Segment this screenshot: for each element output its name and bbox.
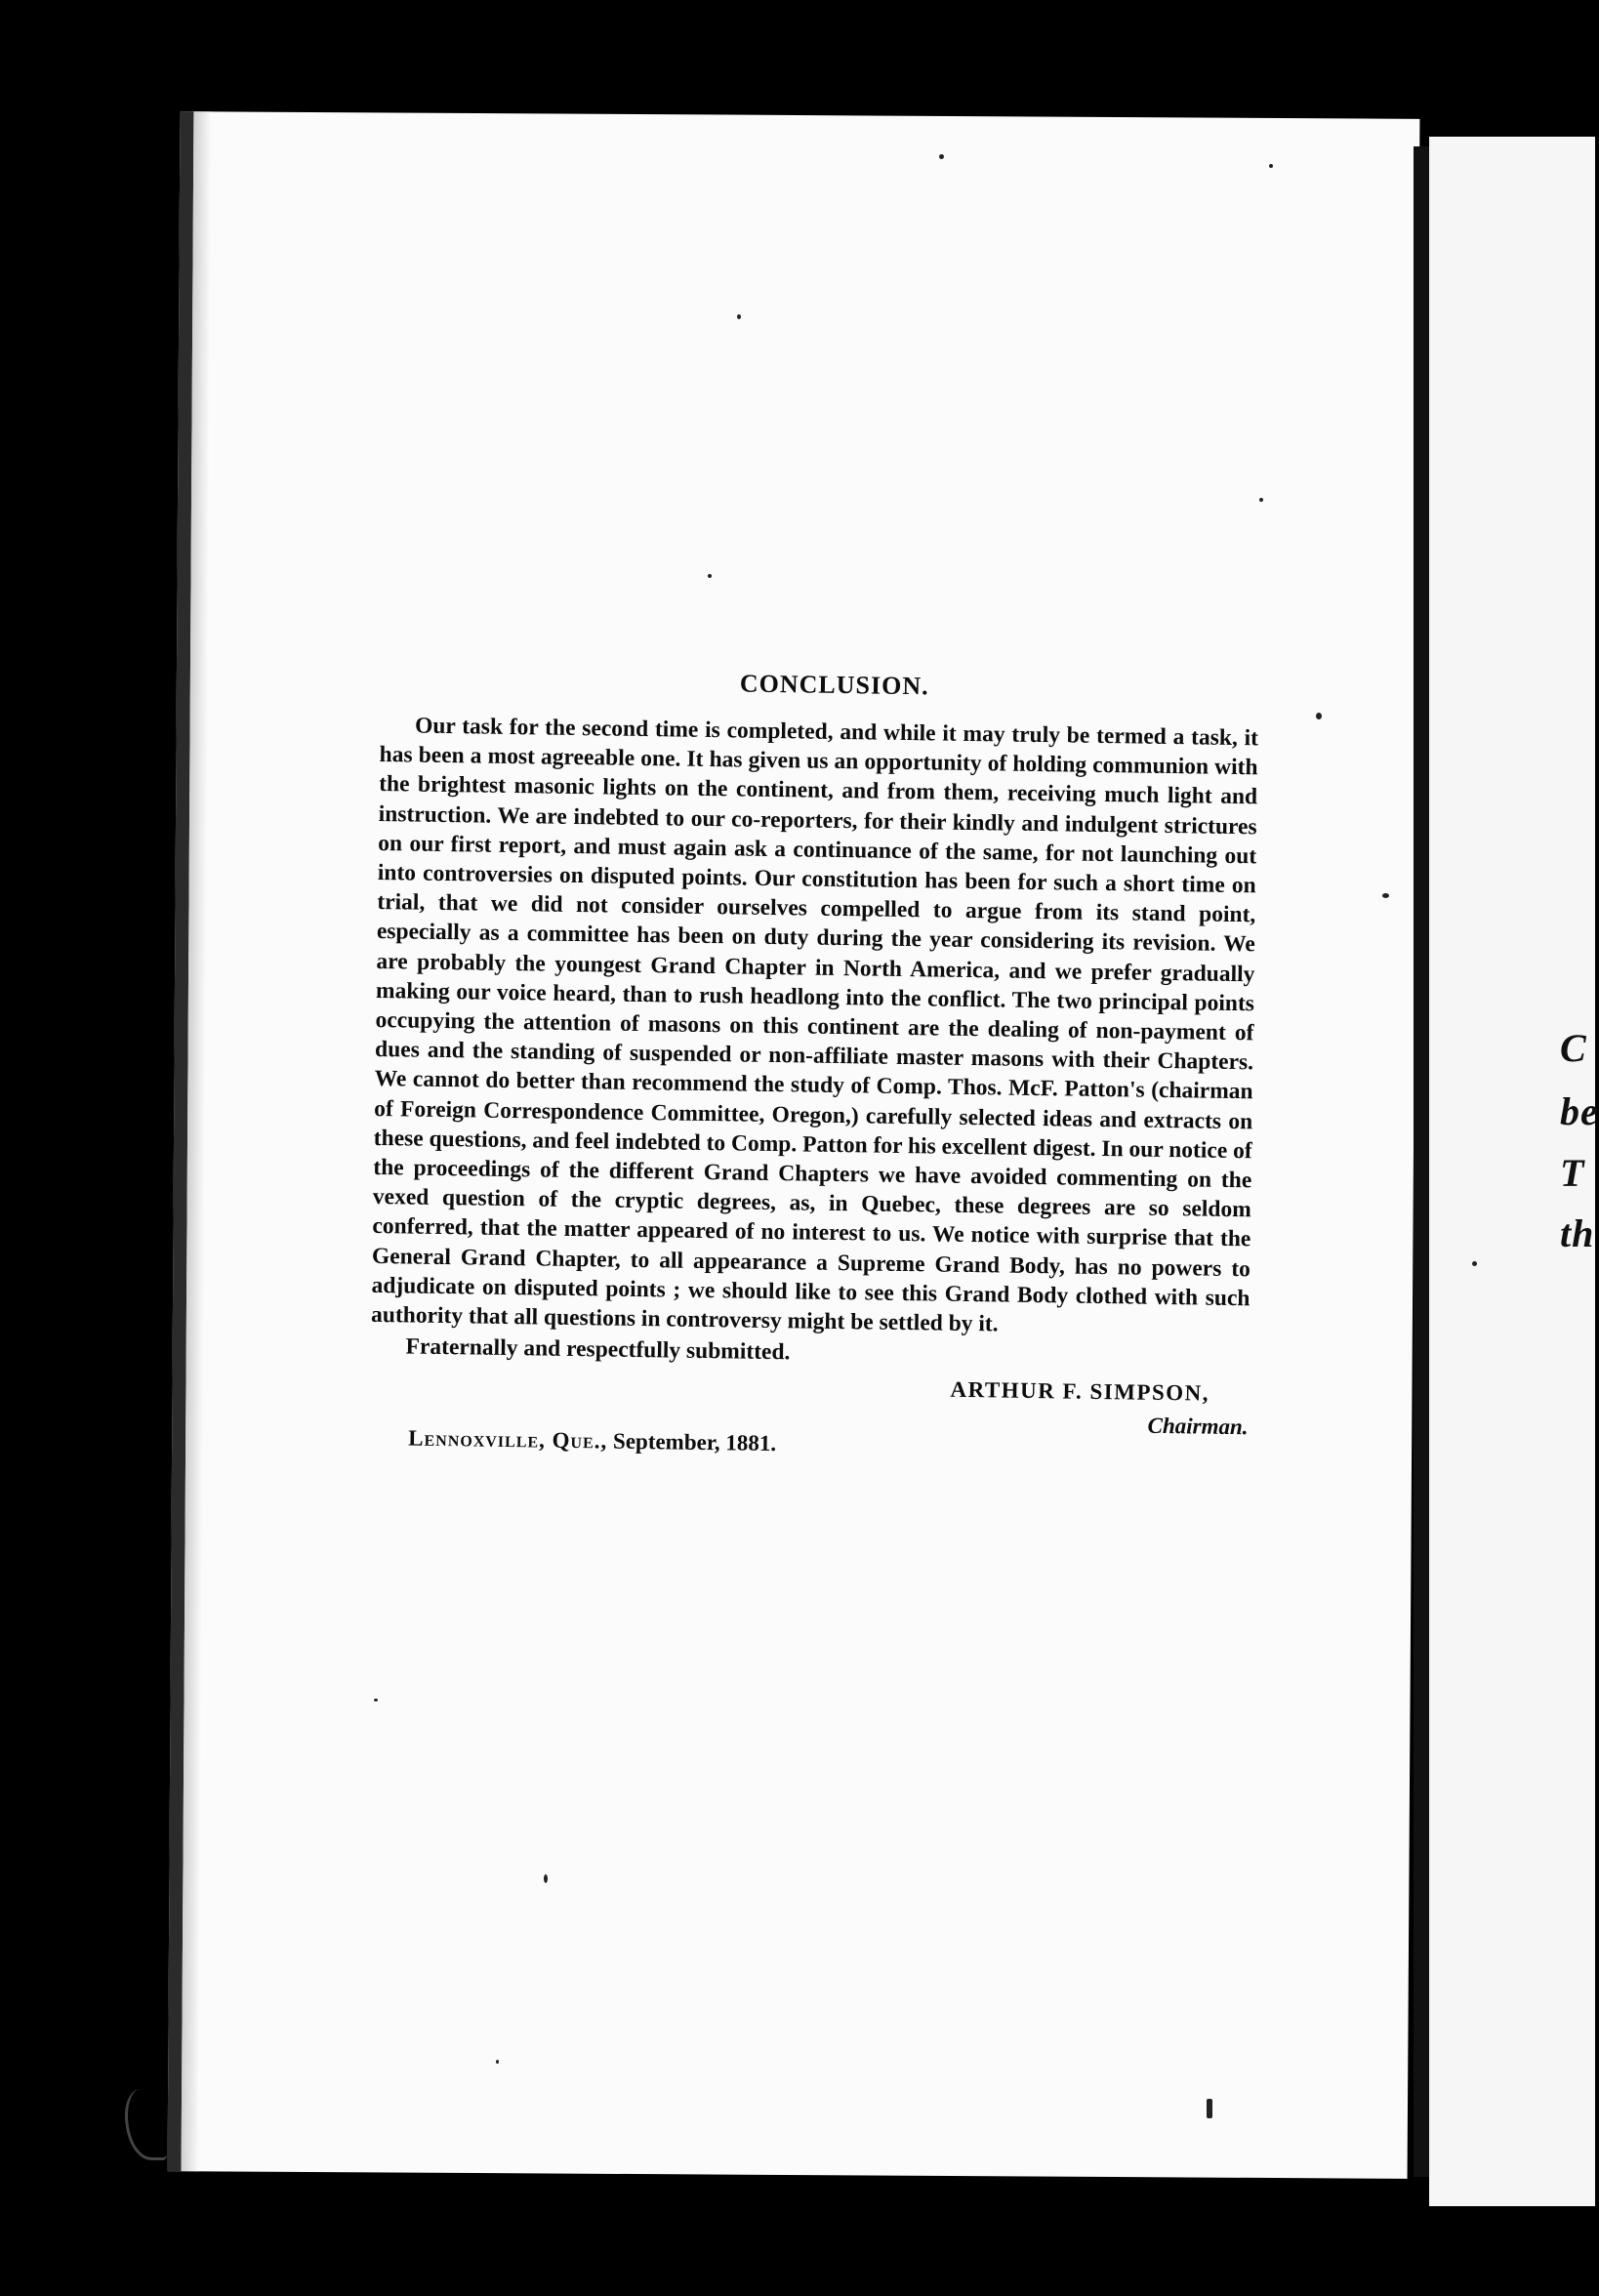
signer-name: ARTHUR F. SIMPSON,: [950, 1377, 1210, 1406]
signature-block: [369, 1369, 1250, 1489]
facing-page-fragment: be: [1560, 1089, 1599, 1133]
scan-speck: [737, 314, 741, 319]
scan-speck: [1259, 498, 1263, 502]
place: Lennoxville, Que.,: [408, 1425, 608, 1454]
scan-speck: [1316, 713, 1322, 719]
scan-speck: [496, 2060, 499, 2064]
date: September, 1881.: [612, 1428, 777, 1456]
scan-speck: [544, 1874, 548, 1883]
document-content: [369, 664, 1259, 1490]
section-heading: CONCLUSION.: [739, 669, 929, 701]
facing-page-fragment: T: [1560, 1151, 1585, 1195]
scan-speck: [1382, 893, 1389, 898]
body-paragraph: Our task for the second time is completed, and while it may truly be termed a task, it has been a most agreeable one. It has given us an opportunity of holding communion with the brightest masonic lights on the continent, and from them, receiving much light and instruction. We are indebted to our co-reporters, for their kindly and indulgent strictures on our first report, and must again ask a continuance of the same, for not launching out into controversies on disputed points. Our constitution has been for such a short time on trial, that we did not consider ourselves compelled to argue from its stand point, especially as a committee has been on duty during the year considering its revision. We are probably the youngest Grand Chapter in North America, and we prefer gradually making our voice heard, than to rush headlong into the conflict. The two principal points occupying the attention of masons on this continent are the dealing of non-payment of dues and the standing of suspended or non-affiliate master masons with their Chapters. We cannot do better than recommend the study of Comp. Thos. McF. Patton's (chairman of Foreign Correspondence Committee, Oregon,) carefully selected ideas and extracts on these questions, and feel indebted to Comp. Patton for his excellent digest. In our notice of the proceedings of the different Grand Chapters we have avoided commenting on the vexed question of the cryptic degrees, as, in Quebec, these degrees are so seldom conferred, that the matter appeared of no interest to us. We notice with surprise that the General Grand Chapter, to all appearance a Supreme Grand Body, has no powers to adjudicate on disputed points ; we should like to see this Grand Body clothed with such authority that all questions in controversy might be settled by it.: [370, 713, 1259, 1337]
scan-speck: [1207, 2099, 1212, 2118]
facing-page-fragment: C: [1560, 1026, 1587, 1070]
scan-speck: [374, 1699, 378, 1702]
place-date: [408, 1426, 776, 1457]
page-binding-shadow: [182, 111, 212, 2171]
facing-page-fragment: th: [1560, 1211, 1595, 1255]
book-gutter: [1414, 146, 1429, 2177]
scan-speck: [939, 154, 944, 159]
scan-speck: [708, 574, 712, 578]
scan-speck: [1269, 164, 1273, 168]
signer-title: Chairman.: [1147, 1414, 1249, 1440]
scan-speck: [1472, 1261, 1477, 1266]
closing-line: Fraternally and respectfully submitted.: [405, 1333, 791, 1366]
